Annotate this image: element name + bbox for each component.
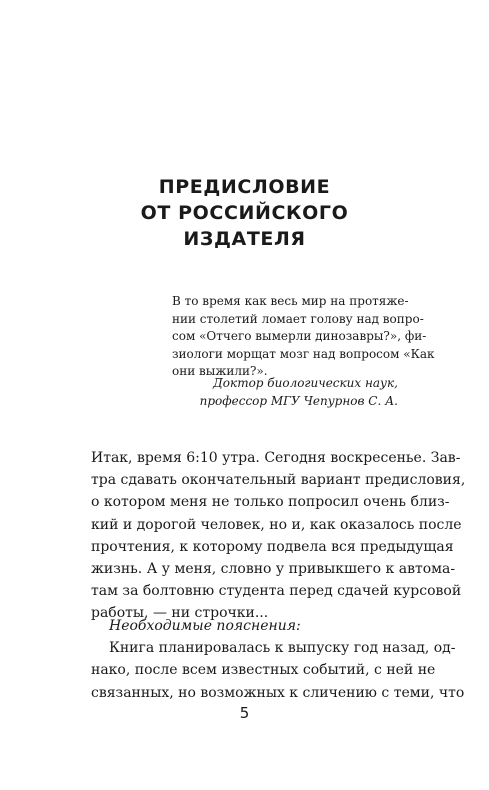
page-number: 5 xyxy=(239,704,250,722)
chapter-title-line-3: ИЗДАТЕЛЯ xyxy=(183,228,306,250)
attribution-line-1: Доктор биологических наук, xyxy=(213,376,398,390)
paragraph-line: работы, — ни строчки... xyxy=(91,605,269,622)
paragraph-line: о котором меня не только попросил очень близ- xyxy=(91,494,450,511)
epigraph-line: нии столетий ломает голову над вопро- xyxy=(172,311,424,326)
paragraph-line: Итак, время 6:10 утра. Сегодня воскресенье. Зав- xyxy=(91,450,461,466)
epigraph-line: зиологи морщат мозг над вопросом «Как xyxy=(172,346,435,361)
epigraph xyxy=(172,293,435,381)
paragraph-line: кий и дорогой человек, но и, как оказалось после xyxy=(91,516,462,533)
note-line: нако, после всем известных событий, с ней не xyxy=(91,662,436,679)
note-line: Книга планировалась к выпуску год назад, од- xyxy=(109,640,456,657)
epigraph-line: сом «Отчего вымерли динозавры?», фи- xyxy=(172,329,427,343)
attribution-line-2: профессор МГУ Чепурнов С. А. xyxy=(199,393,398,408)
chapter-title-line-1: ПРЕДИСЛОВИЕ xyxy=(158,176,331,198)
paragraph-line: прочтения, к которому подвела вся предыдущая xyxy=(91,538,454,555)
epigraph-attribution xyxy=(200,375,398,410)
chapter-title-line-2: ОТ РОССИЙСКОГО xyxy=(140,202,349,224)
paragraph-line: жизнь. А у меня, словно у привыкшего к автома- xyxy=(91,561,456,578)
note-line: связанных, но возможных к сличению с теми, что xyxy=(91,684,465,701)
paragraph-1 xyxy=(91,447,466,625)
chapter-title xyxy=(0,174,489,252)
epigraph-line: они выжили?». xyxy=(172,364,268,378)
note-section xyxy=(91,615,465,704)
note-heading: Необходимые пояснения: xyxy=(109,618,301,634)
epigraph-line: В то время как весь мир на протяже- xyxy=(172,294,409,308)
paragraph-line: там за болтовню студента перед сдачей курсовой xyxy=(91,583,462,600)
paragraph-line: тра сдавать окончательный вариант предисловия, xyxy=(91,472,466,489)
